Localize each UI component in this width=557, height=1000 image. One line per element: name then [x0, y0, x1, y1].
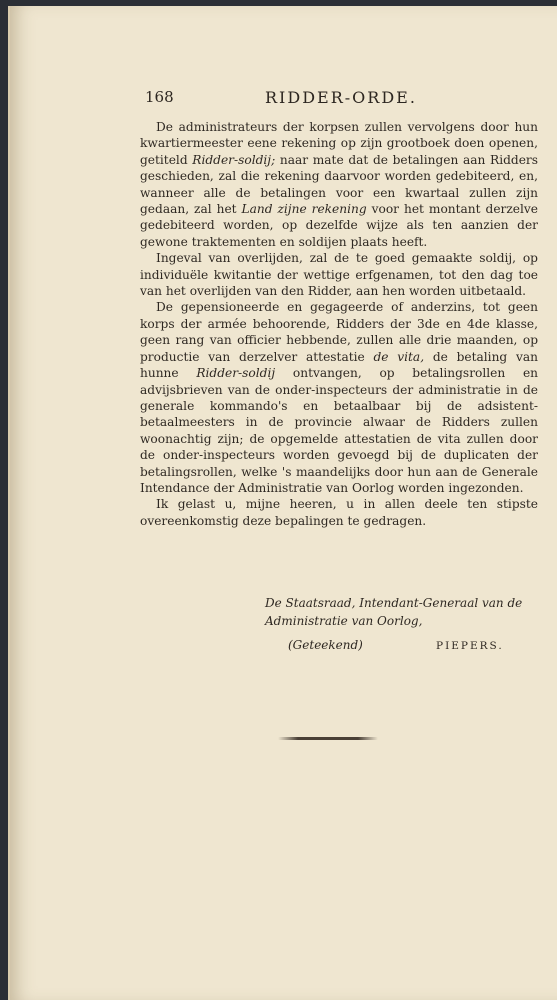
paragraph-text: Ingeval van overlijden, zal de te goed gemaakte soldij, op individuële kwitantie der wettige erfgenamen, tot den dag toe van het overlijden van den Ridder, aan hen worden uitbetaald. [140, 251, 538, 299]
italic-term: Land zijne rekening [241, 202, 367, 217]
page-number: 168 [145, 88, 174, 106]
paragraph-1 [140, 119, 538, 250]
italic-term: de vita, [373, 349, 425, 364]
paragraph-text: De gepensioneerde en gegageerde of anderzins, tot geen korps der armée behoorende, Ridders der 3de en 4de klasse, geen rang van officier hebbende, zullen alle drie maanden, op productie van derzelver attestatie [140, 300, 538, 364]
paragraph-text: de betaling van hunne [140, 349, 538, 381]
paragraph-text: voor het montant derzelve gedebiteerd worden, op dezelfde wijze als ten aanzien der gewone traktementen en soldijen plaats heeft. [140, 202, 538, 249]
running-title: RIDDER-ORDE. [265, 88, 417, 107]
signature-title-line2: Administratie van Oorlog, [265, 614, 423, 628]
book-page [8, 6, 557, 1000]
signed-row [288, 638, 538, 658]
paragraph-3 [140, 299, 538, 496]
signature-title-line1: De Staatsraad, Intendant-Generaal van de [265, 596, 523, 610]
body-text [140, 119, 538, 529]
signature-block [265, 594, 540, 630]
italic-term: Ridder-soldij; [192, 152, 276, 167]
paragraph-text: Ik gelast u, mijne heeren, u in allen deele ten stipste overeenkomstig deze bepalingen te gedragen. [140, 497, 538, 528]
signer-name: PIEPERS. [436, 640, 504, 652]
signed-label: (Geteekend) [288, 638, 363, 652]
italic-term: Ridder-soldij [196, 366, 276, 381]
paragraph-text: ontvangen, op betalingsrollen en advijsbrieven van de onder-inspecteurs der administratie in de generale kommando's en betaalbaar bij de adsistent-betaalmeesters in de provincie alwaar de Ridders zullen woonachtig zijn; de opgemelde attestatien de vita zullen door de onder-inspecteurs worden gevoegd bij de duplicaten der betalingsrollen, welke 's maandelijks door hun aan de Generale Intendance der Administratie van Oorlog worden ingezonden. [140, 366, 539, 495]
paragraph-text: naar mate dat de betalingen aan Ridders geschieden, zal die rekening daarvoor worden gedebiteerd, en, wanneer alle de betalingen voor een kwartaal zullen zijn gedaan, zal het [140, 152, 538, 217]
ornamental-rule [278, 737, 378, 740]
paragraph-2 [140, 250, 538, 299]
paragraph-4 [140, 496, 538, 529]
page-header [145, 88, 540, 108]
paragraph-text: De administrateurs der korpsen zullen vervolgens door hun kwartiermeester eene rekening op zijn grootboek doen openen, getiteld [140, 120, 538, 167]
